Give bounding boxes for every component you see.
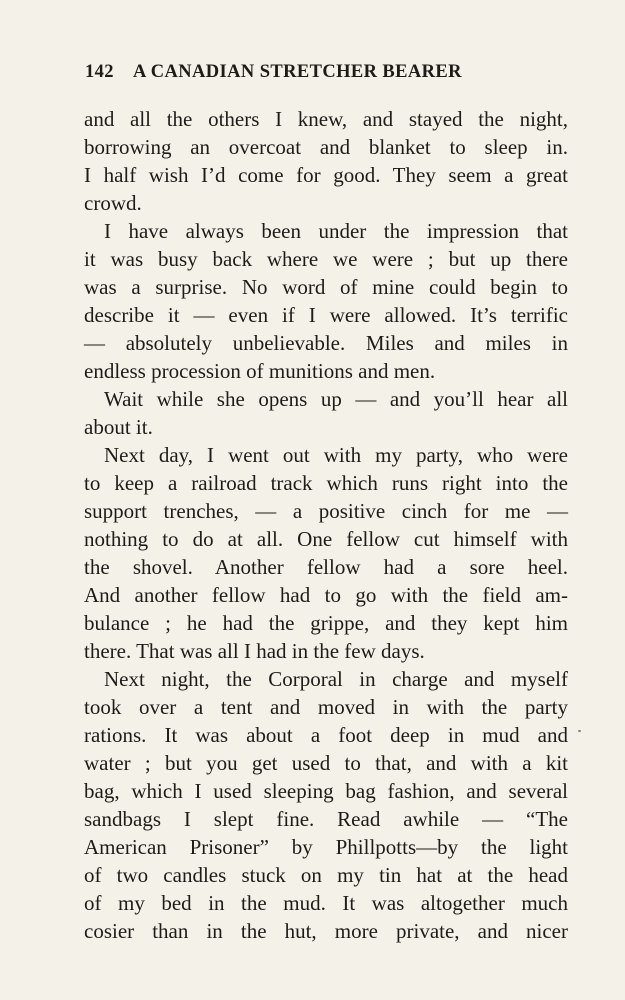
running-title: A CANADIAN STRETCHER BEARER xyxy=(132,62,462,82)
text-line: of two candles stuck on my tin hat at the head xyxy=(84,863,568,887)
text-line: bulance ; he had the grippe, and they kept him xyxy=(84,611,568,635)
paper-speck xyxy=(578,730,581,732)
page-number: 142 xyxy=(85,62,114,82)
text-line: cosier than in the hut, more private, and nicer xyxy=(84,919,568,943)
text-line: about it. xyxy=(84,415,153,439)
text-line: And another fellow had to go with the field am- xyxy=(84,583,568,607)
body-text xyxy=(84,105,568,945)
text-line: endless procession of munitions and men. xyxy=(84,359,436,383)
text-line: sandbags I slept fine. Read awhile — “The xyxy=(84,807,568,831)
text-line: of my bed in the mud. It was altogether much xyxy=(84,891,568,915)
text-line: I have always been under the impression that xyxy=(104,219,568,243)
text-line: support trenches, — a positive cinch for me — xyxy=(84,499,568,523)
text-line: to keep a railroad track which runs right into the xyxy=(84,471,568,495)
text-line: water ; but you get used to that, and with a kit xyxy=(84,751,568,775)
text-line: I half wish I’d come for good. They seem a great xyxy=(84,163,568,187)
text-line: borrowing an overcoat and blanket to sleep in. xyxy=(84,135,568,159)
text-line: nothing to do at all. One fellow cut himself with xyxy=(84,527,568,551)
text-line: Wait while she opens up — and you’ll hear all xyxy=(104,387,568,411)
text-line: it was busy back where we were ; but up there xyxy=(84,247,568,271)
text-line: describe it — even if I were allowed. It’s terrific xyxy=(84,303,568,327)
text-line: crowd. xyxy=(84,191,142,215)
text-line: bag, which I used sleeping bag fashion, and several xyxy=(84,779,568,803)
text-line: there. That was all I had in the few days. xyxy=(84,639,425,663)
text-line: — absolutely unbelievable. Miles and miles in xyxy=(84,331,568,355)
text-line: Next day, I went out with my party, who were xyxy=(104,443,568,467)
text-line: the shovel. Another fellow had a sore heel. xyxy=(84,555,568,579)
text-line: American Prisoner” by Phillpotts—by the light xyxy=(84,835,568,859)
text-line: was a surprise. No word of mine could begin to xyxy=(84,275,568,299)
text-line: and all the others I knew, and stayed the night, xyxy=(84,107,568,131)
running-head xyxy=(85,62,545,83)
text-line: Next night, the Corporal in charge and myself xyxy=(104,667,568,691)
text-line: rations. It was about a foot deep in mud and xyxy=(84,723,568,747)
text-line: took over a tent and moved in with the party xyxy=(84,695,568,719)
